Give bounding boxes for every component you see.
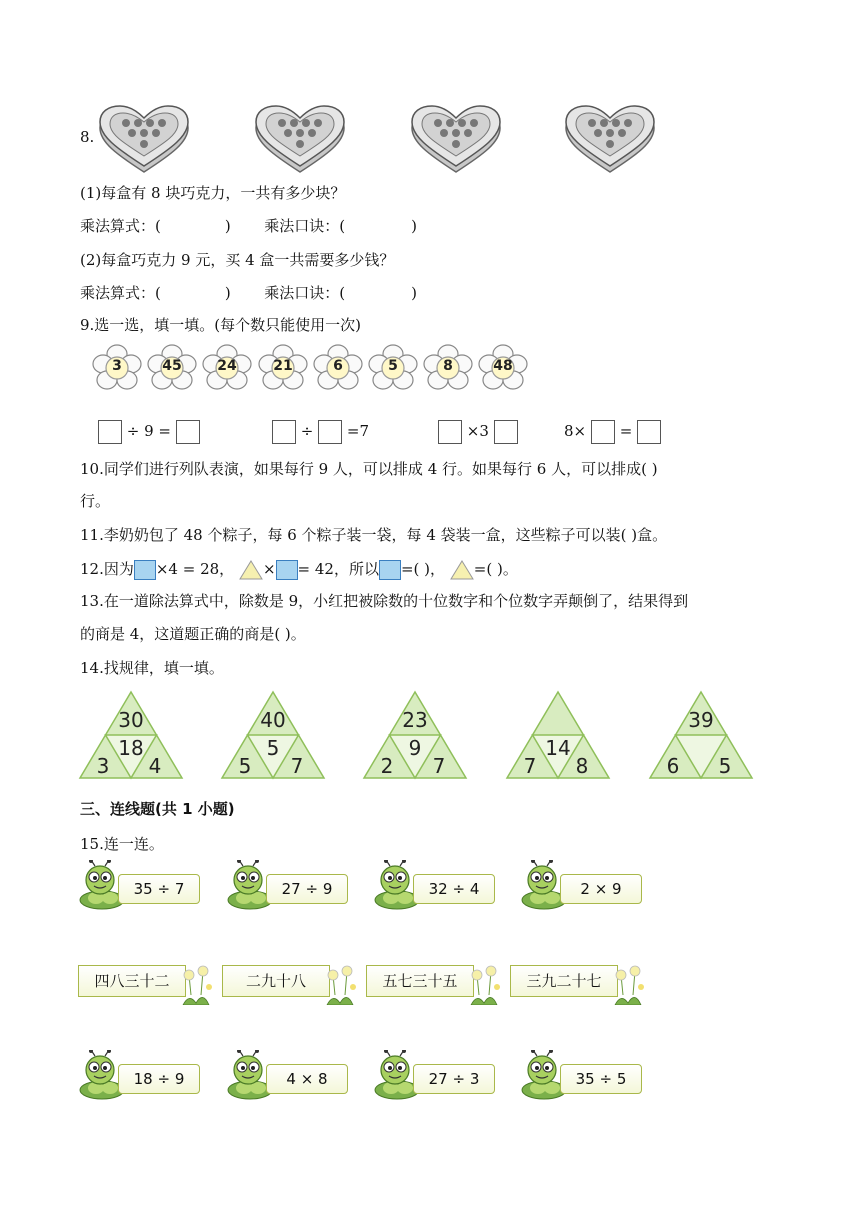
q8-sub2: (2)每盒巧克力 9 元，买 4 盒一共需要多少钱？ [80,251,395,269]
tri-left: 2 [380,754,394,778]
number-triangle-2 [220,690,326,780]
formula-label: 乘法算式：( [80,217,161,235]
dandelion-icon [323,965,357,1005]
number-triangle-5 [648,690,754,780]
card-label: 18 ÷ 9 [118,1064,200,1094]
tri-left: 3 [96,754,110,778]
tri-right: 7 [290,754,304,778]
triangle-shape [239,560,263,580]
formula-label: 乘法算式：( [80,284,161,302]
top-card[interactable] [226,860,351,910]
card-label: 2 × 9 [560,874,642,904]
bottom-card[interactable] [226,1050,351,1100]
tri-top: 39 [688,708,714,732]
flower-number: 21 [273,358,293,374]
mid-card[interactable] [366,965,501,1005]
rhyme-label: 乘法口诀：( [264,217,346,235]
q12-text [80,557,518,581]
chocolate-box-1 [96,104,192,174]
q12-part2: × [262,560,276,578]
flower-number: 24 [217,358,237,374]
card-label: 32 ÷ 4 [413,874,495,904]
flower-card[interactable] [368,344,418,392]
operator: ×3 [466,422,489,440]
tri-left: 5 [238,754,252,778]
flower-card[interactable] [258,344,308,392]
flower-number: 45 [162,358,182,374]
flower-card[interactable] [478,344,528,392]
answer-box[interactable] [98,420,122,444]
card-label: 35 ÷ 5 [560,1064,642,1094]
card-label: 27 ÷ 3 [413,1064,495,1094]
card-label: 五七三十五 [366,965,474,997]
bottom-card[interactable] [520,1050,645,1100]
q8-sub2-answers [80,283,417,303]
answer-box[interactable] [438,420,462,444]
flower-number: 6 [333,358,343,374]
q12-part5: =( )。 [473,560,518,578]
rhyme-close: ) [411,284,417,302]
card-label: 四八三十二 [78,965,186,997]
q10-line2: 行。 [80,492,111,510]
card-label: 4 × 8 [266,1064,348,1094]
tri-right: 4 [148,754,162,778]
tri-mid: 9 [408,736,422,760]
q9-equation-3 [438,418,518,444]
flower-card[interactable] [147,344,197,392]
flower-card[interactable] [92,344,142,392]
q9-equation-4 [564,418,661,444]
tri-mid: 5 [266,736,280,760]
dandelion-icon [611,965,645,1005]
number-triangle-4 [505,690,611,780]
formula-close: ) [224,217,231,235]
number-triangle-3 [362,690,468,780]
tri-left: 7 [523,754,537,778]
tri-right: 8 [575,754,589,778]
tri-mid: 14 [545,736,571,760]
tri-right: 5 [718,754,732,778]
q8-sub1-answers [80,216,417,236]
card-label: 二九十八 [222,965,330,997]
square-shape [134,560,156,580]
q15-title: 15.连一连。 [80,835,164,853]
card-label: 三九二十七 [510,965,618,997]
number-triangle-1 [78,690,184,780]
answer-box[interactable] [176,420,200,444]
q12-part3: = 42，所以 [297,560,379,578]
answer-box[interactable] [591,420,615,444]
q11-text: 11.李奶奶包了 48 个粽子，每 6 个粽子装一袋，每 4 袋装一盒，这些粽子可以装( )盒。 [80,526,668,544]
card-label: 27 ÷ 9 [266,874,348,904]
operator: ÷ 9 = [126,422,171,440]
tri-right: 7 [432,754,446,778]
triangle-shape [450,560,474,580]
formula-close: ) [224,284,231,302]
q9-equation-2 [272,418,369,444]
rhyme-label: 乘法口诀：( [264,284,346,302]
q14-title: 14.找规律，填一填。 [80,659,224,677]
flower-number: 3 [112,358,122,374]
flower-card[interactable] [202,344,252,392]
chocolate-box-2 [252,104,348,174]
mid-card[interactable] [78,965,213,1005]
q10-line1: 10.同学们进行列队表演，如果每行 9 人，可以排成 4 行。如果每行 6 人，可以排成( ) [80,460,658,478]
flower-number: 8 [443,358,453,374]
dandelion-icon [467,965,501,1005]
tri-mid: 18 [118,736,144,760]
q12-part1: ×4 = 28， [155,560,235,578]
section-title: 三、连线题(共 1 小题) [80,800,235,818]
answer-box[interactable] [637,420,661,444]
chocolate-box-3 [408,104,504,174]
flower-number: 48 [493,358,513,374]
flower-number: 5 [388,358,398,374]
square-shape [276,560,298,580]
flower-card[interactable] [313,344,363,392]
operator: 8× [564,422,587,440]
top-card[interactable] [78,860,203,910]
q9-title: 9.选一选，填一填。(每个数只能使用一次) [80,316,362,334]
q13-line1: 13.在一道除法算式中，除数是 9，小红把被除数的十位数字和个位数字弄颠倒了，结果得到 [80,592,689,610]
tri-left: 6 [666,754,680,778]
operator: ÷ [300,422,314,440]
mid-card[interactable] [510,965,645,1005]
bottom-card[interactable] [373,1050,498,1100]
mid-card[interactable] [222,965,357,1005]
card-label: 35 ÷ 7 [118,874,200,904]
tri-top: 23 [402,708,428,732]
q13-line2: 的商是 4，这道题正确的商是( )。 [80,625,306,643]
tri-top: 40 [260,708,286,732]
rhyme-close: ) [411,217,417,235]
square-shape [379,560,401,580]
dandelion-icon [179,965,213,1005]
chocolate-box-4 [562,104,658,174]
answer-box[interactable] [494,420,518,444]
bottom-card[interactable] [78,1050,203,1100]
q8-sub1: (1)每盒有 8 块巧克力，一共有多少块？ [80,184,346,202]
q8-number: 8. [80,128,95,146]
tri-top: 30 [118,708,144,732]
q12-prefix: 12.因为 [80,560,134,578]
flower-card[interactable] [423,344,473,392]
equals: = [619,422,633,440]
answer-box[interactable] [272,420,296,444]
q9-equation-1 [98,418,200,444]
top-card[interactable] [373,860,498,910]
q12-part4: =( )， [400,560,446,578]
top-card[interactable] [520,860,645,910]
answer-box[interactable] [318,420,342,444]
result: =7 [346,422,370,440]
